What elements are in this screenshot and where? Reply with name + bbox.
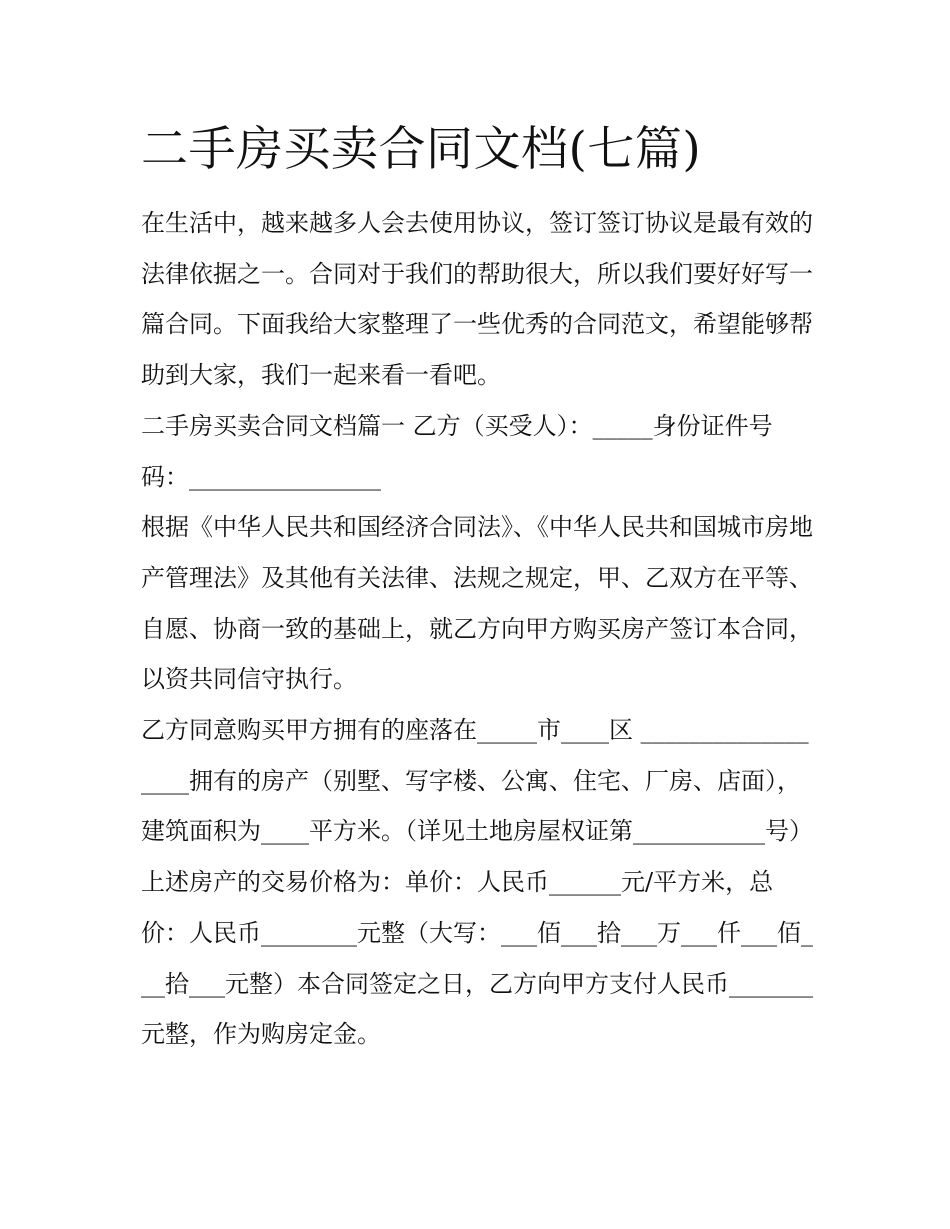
paragraph-list [141, 198, 817, 1060]
paragraph-price: 上述房产的交易价格为：单价：人民币______元/平方米，总价：人民币________元整（大写：___佰___拾___万___仟___佰___拾___元整）本合同签定之日，乙方向甲方支付人民币_______元整，作为购房定金。 [141, 868, 813, 1049]
document-title: 二手房买卖合同文档(七篇) [141, 122, 702, 177]
paragraph-legal-basis: 根据《中华人民共和国经济合同法》、《中华人民共和国城市房地产管理法》及其他有关法律、法规之规定，甲、乙双方在平等、自愿、协商一致的基础上，就乙方向甲方购买房产签订本合同，以资共同信守执行。 [141, 513, 813, 694]
paragraph-property: 乙方同意购买甲方拥有的座落在_____市____区 __________________拥有的房产（别墅、写字楼、公寓、住宅、厂房、店面），建筑面积为____平方米。（详见土地房屋权证第___________号） [141, 716, 813, 846]
document-body [141, 118, 817, 1060]
paragraph-party-b: 二手房买卖合同文档篇一 乙方（买受人）：_____身份证件号码：________________ [141, 411, 773, 491]
paragraph-intro: 在生活中，越来越多人会去使用协议，签订签订协议是最有效的法律依据之一。合同对于我们的帮助很大，所以我们要好好写一篇合同。下面我给大家整理了一些优秀的合同范文，希望能够帮助到大家，我们一起来看一看吧。 [141, 209, 813, 390]
